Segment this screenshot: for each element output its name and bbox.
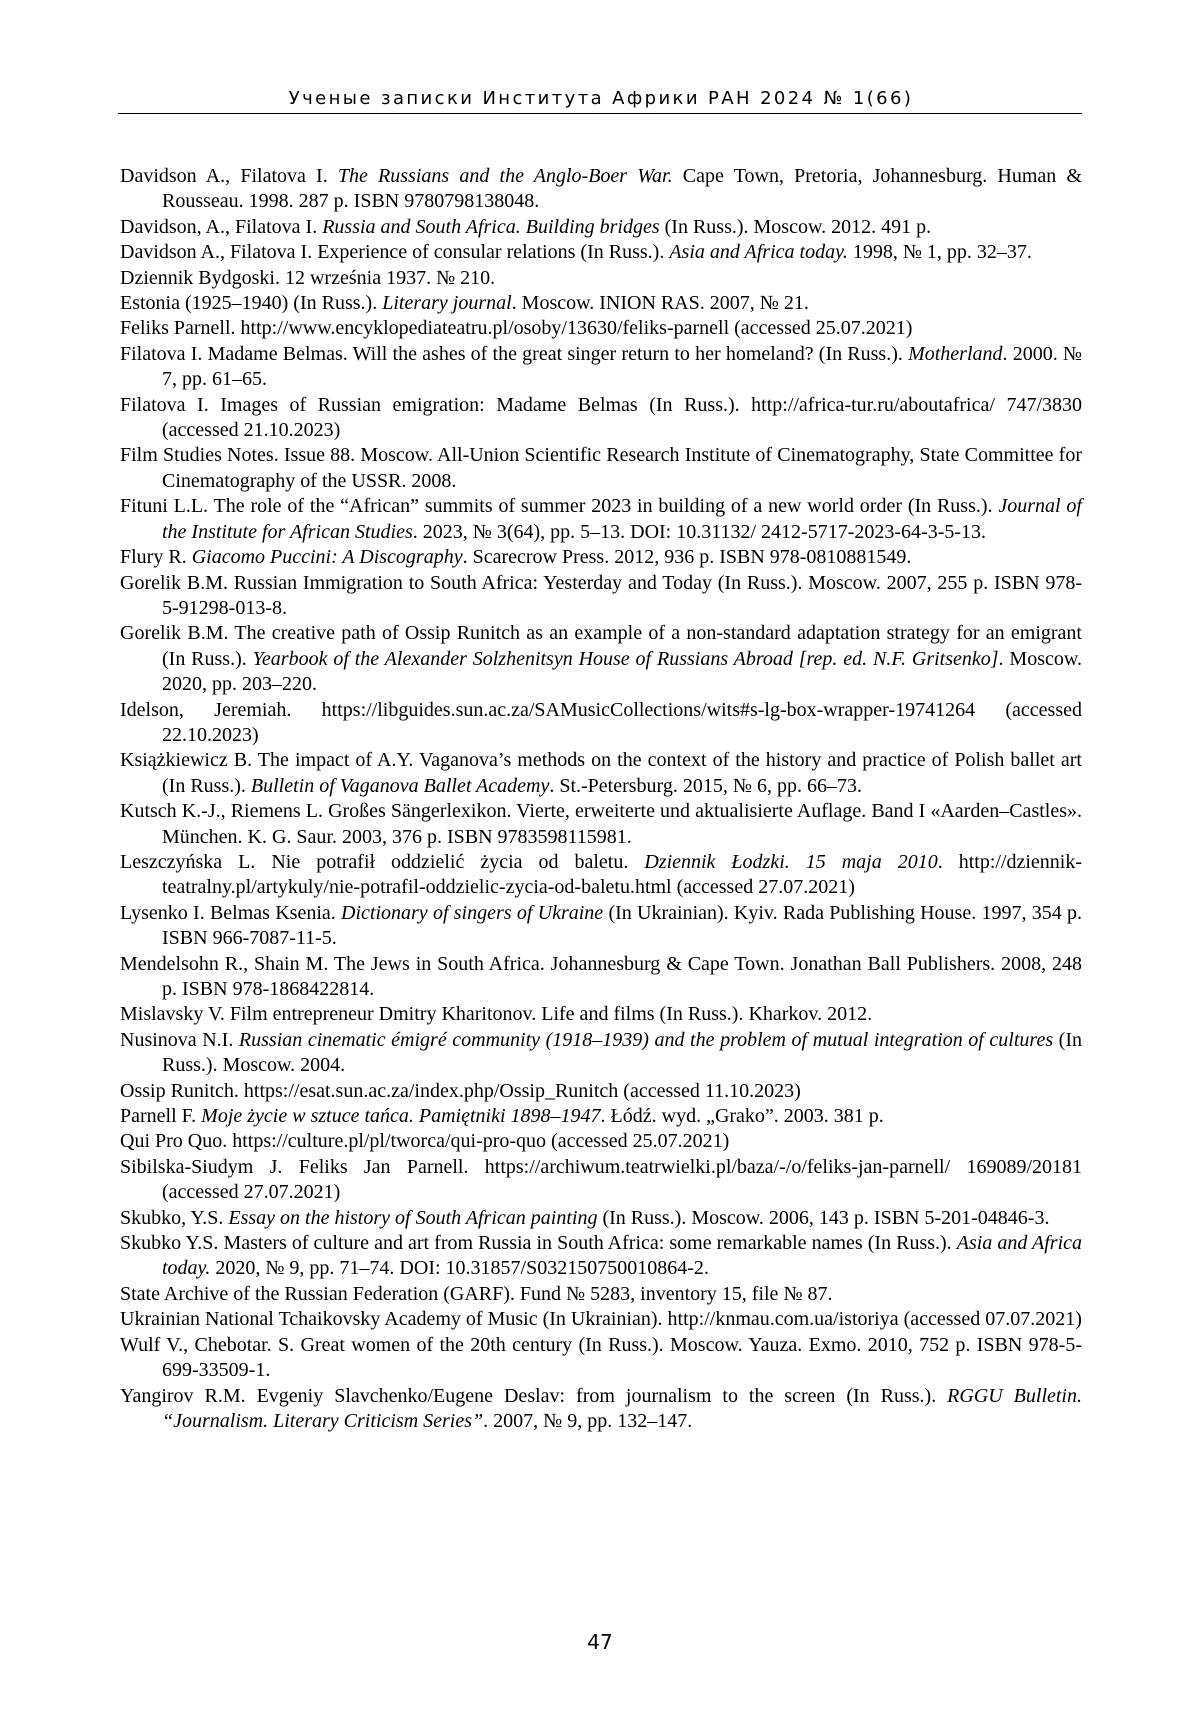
reference-entry <box>120 1384 1082 1435</box>
header-rule <box>118 113 1082 114</box>
reference-entry <box>120 1104 1082 1129</box>
reference-entry <box>120 1002 1082 1027</box>
reference-text: Davidson A., Filatova I. <box>120 165 338 187</box>
reference-list <box>120 164 1082 1434</box>
reference-text: . Moscow. INION RAS. 2007, № 21. <box>511 292 809 315</box>
running-header: Ученые записки Института Африки РАН 2024 № 1(66) <box>288 88 914 109</box>
reference-entry <box>120 952 1082 1003</box>
reference-text: . 2000. № 7, pp. 61–65. <box>162 342 1082 391</box>
reference-title-italic: Yearbook of the Alexander Solzhenitsyn House of Russians Abroad [rep. ed. N.F. Gritsenko] <box>252 647 999 670</box>
reference-text: Dziennik Bydgoski. 12 września 1937. № 210. <box>120 266 496 289</box>
reference-text: Film Studies Notes. Issue 88. Moscow. All-Union Scientific Research Institute of Cinematography, State Committee for Cinematography of the USSR. 2008. <box>120 444 1082 492</box>
reference-title-italic: Moje życie w sztuce tańca. Pamiętniki 1898–1947 <box>201 1105 601 1128</box>
reference-title-italic: RGGU Bulletin. “Journalism. Literary Criticism Series” <box>162 1384 1082 1432</box>
reference-text: 2020, № 9, pp. 71–74. DOI: 10.31857/S032150750010864-2. <box>210 1257 709 1280</box>
reference-entry <box>120 494 1082 545</box>
reference-text: Qui Pro Quo. https://culture.pl/pl/tworca/qui-pro-quo (accessed 25.07.2021) <box>120 1130 730 1153</box>
reference-title-italic: Essay on the history of South African painting <box>228 1206 598 1229</box>
reference-entry <box>120 342 1082 393</box>
reference-text: Sibilska-Siudym J. Feliks Jan Parnell. https://archiwum.teatrwielki.pl/baza/-/o/feliks-jan-parnell/ 169089/20181 (accessed 27.07.2021) <box>120 1155 1082 1204</box>
reference-entry <box>120 240 1082 265</box>
reference-entry <box>120 316 1082 341</box>
reference-text: Parnell F. <box>120 1105 202 1128</box>
reference-title-italic: Dziennik Łodzki. 15 maja 2010 <box>644 850 938 873</box>
reference-text: Kutsch K.-J., Riemens L. Großes Sängerlexikon. Vierte, erweiterte und aktualisierte Auflage. Band I «Aarden–Castles». München. K. G. Saur. 2003, 376 p. ISBN 9783598115981. <box>120 800 1082 848</box>
reference-entry <box>120 1155 1082 1206</box>
reference-text: Mendelsohn R., Shain M. The Jews in South Africa. Johannesburg & Cape Town. Jonathan Ball Publishers. 2008, 248 p. ISBN 978-1868422814. <box>120 952 1082 1000</box>
reference-entry <box>120 266 1082 291</box>
reference-title-italic: The Russians and the Anglo-Boer War. <box>337 165 673 187</box>
reference-title-italic: Giacomo Puccini: A Discography <box>191 546 463 569</box>
reference-text: Gorelik B.M. Russian Immigration to South Africa: Yesterday and Today (In Russ.). Moscow. 2007, 255 p. ISBN 978-5-91298-013-8. <box>120 571 1082 619</box>
reference-entry <box>120 901 1082 952</box>
page-number: 47 <box>587 1630 613 1654</box>
reference-title-italic: Motherland <box>908 342 1003 365</box>
reference-text: Filatova I. Madame Belmas. Will the ashes of the great singer return to her homeland? (In Russ.). <box>120 342 909 365</box>
reference-text: Davidson A., Filatova I. Experience of consular relations (In Russ.). <box>120 241 670 264</box>
reference-text: . 2007, № 9, pp. 132–147. <box>483 1409 693 1432</box>
reference-entry <box>120 1129 1082 1154</box>
reference-entry <box>120 748 1082 799</box>
reference-text: (In Ukrainian). Kyiv. Rada Publishing House. 1997, 354 p. ISBN 966-7087-11-5. <box>162 901 1082 950</box>
reference-entry <box>120 1333 1082 1384</box>
reference-text: Książkiewicz B. The impact of A.Y. Vaganova’s methods on the context of the history and practice of Polish ballet art (In Russ.). <box>120 749 1082 797</box>
reference-title-italic: Russia and South Africa. Building bridges <box>322 215 660 238</box>
reference-text: Lysenko I. Belmas Ksenia. <box>120 901 342 924</box>
reference-entry <box>120 621 1082 697</box>
reference-entry <box>120 850 1082 901</box>
reference-text: Ukrainian National Tchaikovsky Academy of Music (In Ukrainian). http://knmau.com.ua/istoriya (accessed 07.07.2021) <box>120 1308 1082 1331</box>
reference-text: Mislavsky V. Film entrepreneur Dmitry Kharitonov. Life and films (In Russ.). Kharkov. 2012. <box>120 1003 873 1026</box>
reference-text: Wulf V., Chebotar. S. Great women of the 20th century (In Russ.). Moscow. Yauza. Exmo. 2010, 752 p. ISBN 978-5-699-33509-1. <box>120 1333 1082 1382</box>
reference-entry <box>120 215 1082 240</box>
reference-entry <box>120 164 1082 215</box>
reference-text: Leszczyńska L. Nie potrafił oddzielić życia od baletu. <box>120 850 645 873</box>
reference-text: . Moscow. 2020, pp. 203–220. <box>162 647 1083 696</box>
reference-text: Nusinova N.I. <box>120 1028 239 1051</box>
reference-title-italic: Asia and Africa today. <box>162 1232 1083 1280</box>
reference-entry <box>120 1231 1082 1282</box>
reference-text: Estonia (1925–1940) (In Russ.). <box>120 292 383 315</box>
reference-text: Filatova I. Images of Russian emigration: Madame Belmas (In Russ.). http://africa-tur.ru/aboutafrica/ 747/3830 (accessed 21.10.2023) <box>120 393 1082 442</box>
reference-text: Cape Town, Pretoria, Johannesburg. Human & Rousseau. 1998. 287 p. ISBN 9780798138048. <box>162 165 1083 213</box>
reference-text: (In Russ.). Moscow. 2004. <box>162 1028 1083 1077</box>
reference-entry <box>120 443 1082 494</box>
reference-text: Ossip Runitch. https://esat.sun.ac.za/index.php/Ossip_Runitch (accessed 11.10.2023) <box>120 1079 801 1102</box>
reference-text: Gorelik B.M. The creative path of Ossip Runitch as an example of a non-standard adaptation strategy for an emigrant (In Russ.). <box>120 622 1082 670</box>
reference-text: Skubko Y.S. Masters of culture and art from Russia in South Africa: some remarkable names (In Russ.). <box>120 1232 957 1255</box>
reference-text: Skubko, Y.S. <box>120 1206 229 1229</box>
reference-text: Feliks Parnell. http://www.encyklopediateatru.pl/osoby/13630/feliks-parnell (accessed 25.07.2021) <box>120 317 913 340</box>
reference-text: Fituni L.L. The role of the “African” summits of summer 2023 in building of a new world order (In Russ.). <box>120 495 999 518</box>
reference-title-italic: Dictionary of singers of Ukraine <box>341 901 604 924</box>
reference-text: Yangirov R.M. Evgeniy Slavchenko/Eugene Deslav: from journalism to the screen (In Russ.). <box>120 1384 948 1407</box>
reference-entry <box>120 1206 1082 1231</box>
reference-text: Flury R. <box>120 546 192 569</box>
reference-entry <box>120 799 1082 850</box>
reference-entry <box>120 1079 1082 1104</box>
reference-text: . Scarecrow Press. 2012, 936 p. ISBN 978-0810881549. <box>462 546 912 569</box>
reference-title-italic: Journal of the Institute for African Studies <box>162 495 1082 543</box>
reference-text: . 2023, № 3(64), pp. 5–13. DOI: 10.31132/ 2412-5717-2023-64-3-5-13. <box>412 520 987 543</box>
reference-text: . Łódź. wyd. „Grako”. 2003. 381 p. <box>600 1105 884 1128</box>
reference-text: (In Russ.). Moscow. 2006, 143 p. ISBN 5-201-04846-3. <box>597 1206 1050 1229</box>
reference-text: . St.-Petersburg. 2015, № 6, pp. 66–73. <box>549 774 862 797</box>
reference-text: . http://dziennik-teatralny.pl/artykuly/nie-potrafil-oddzielic-zycia-od-baletu.html (accessed 27.07.2021) <box>162 850 1083 899</box>
reference-entry <box>120 545 1082 570</box>
reference-entry <box>120 291 1082 316</box>
reference-entry <box>120 1307 1082 1332</box>
reference-title-italic: Literary journal <box>382 292 512 315</box>
reference-entry <box>120 1282 1082 1307</box>
reference-text: Davidson, A., Filatova I. <box>120 215 323 238</box>
reference-entry <box>120 571 1082 622</box>
reference-text: Idelson, Jeremiah. https://libguides.sun.ac.za/SAMusicCollections/wits#s-lg-box-wrapper-19741264 (accessed 22.10.2023) <box>120 698 1082 746</box>
reference-text: State Archive of the Russian Federation (GARF). Fund № 5283, inventory 15, file № 87. <box>120 1282 833 1305</box>
reference-title-italic: Bulletin of Vaganova Ballet Academy <box>250 774 550 797</box>
reference-title-italic: Russian cinematic émigré community (1918–1939) and the problem of mutual integration of cultures <box>238 1028 1054 1051</box>
reference-entry <box>120 1028 1082 1079</box>
reference-text: (In Russ.). Moscow. 2012. 491 p. <box>659 215 932 238</box>
reference-entry <box>120 393 1082 444</box>
reference-text: 1998, № 1, pp. 32–37. <box>847 241 1032 264</box>
reference-entry <box>120 698 1082 749</box>
reference-title-italic: Asia and Africa today. <box>669 241 848 264</box>
